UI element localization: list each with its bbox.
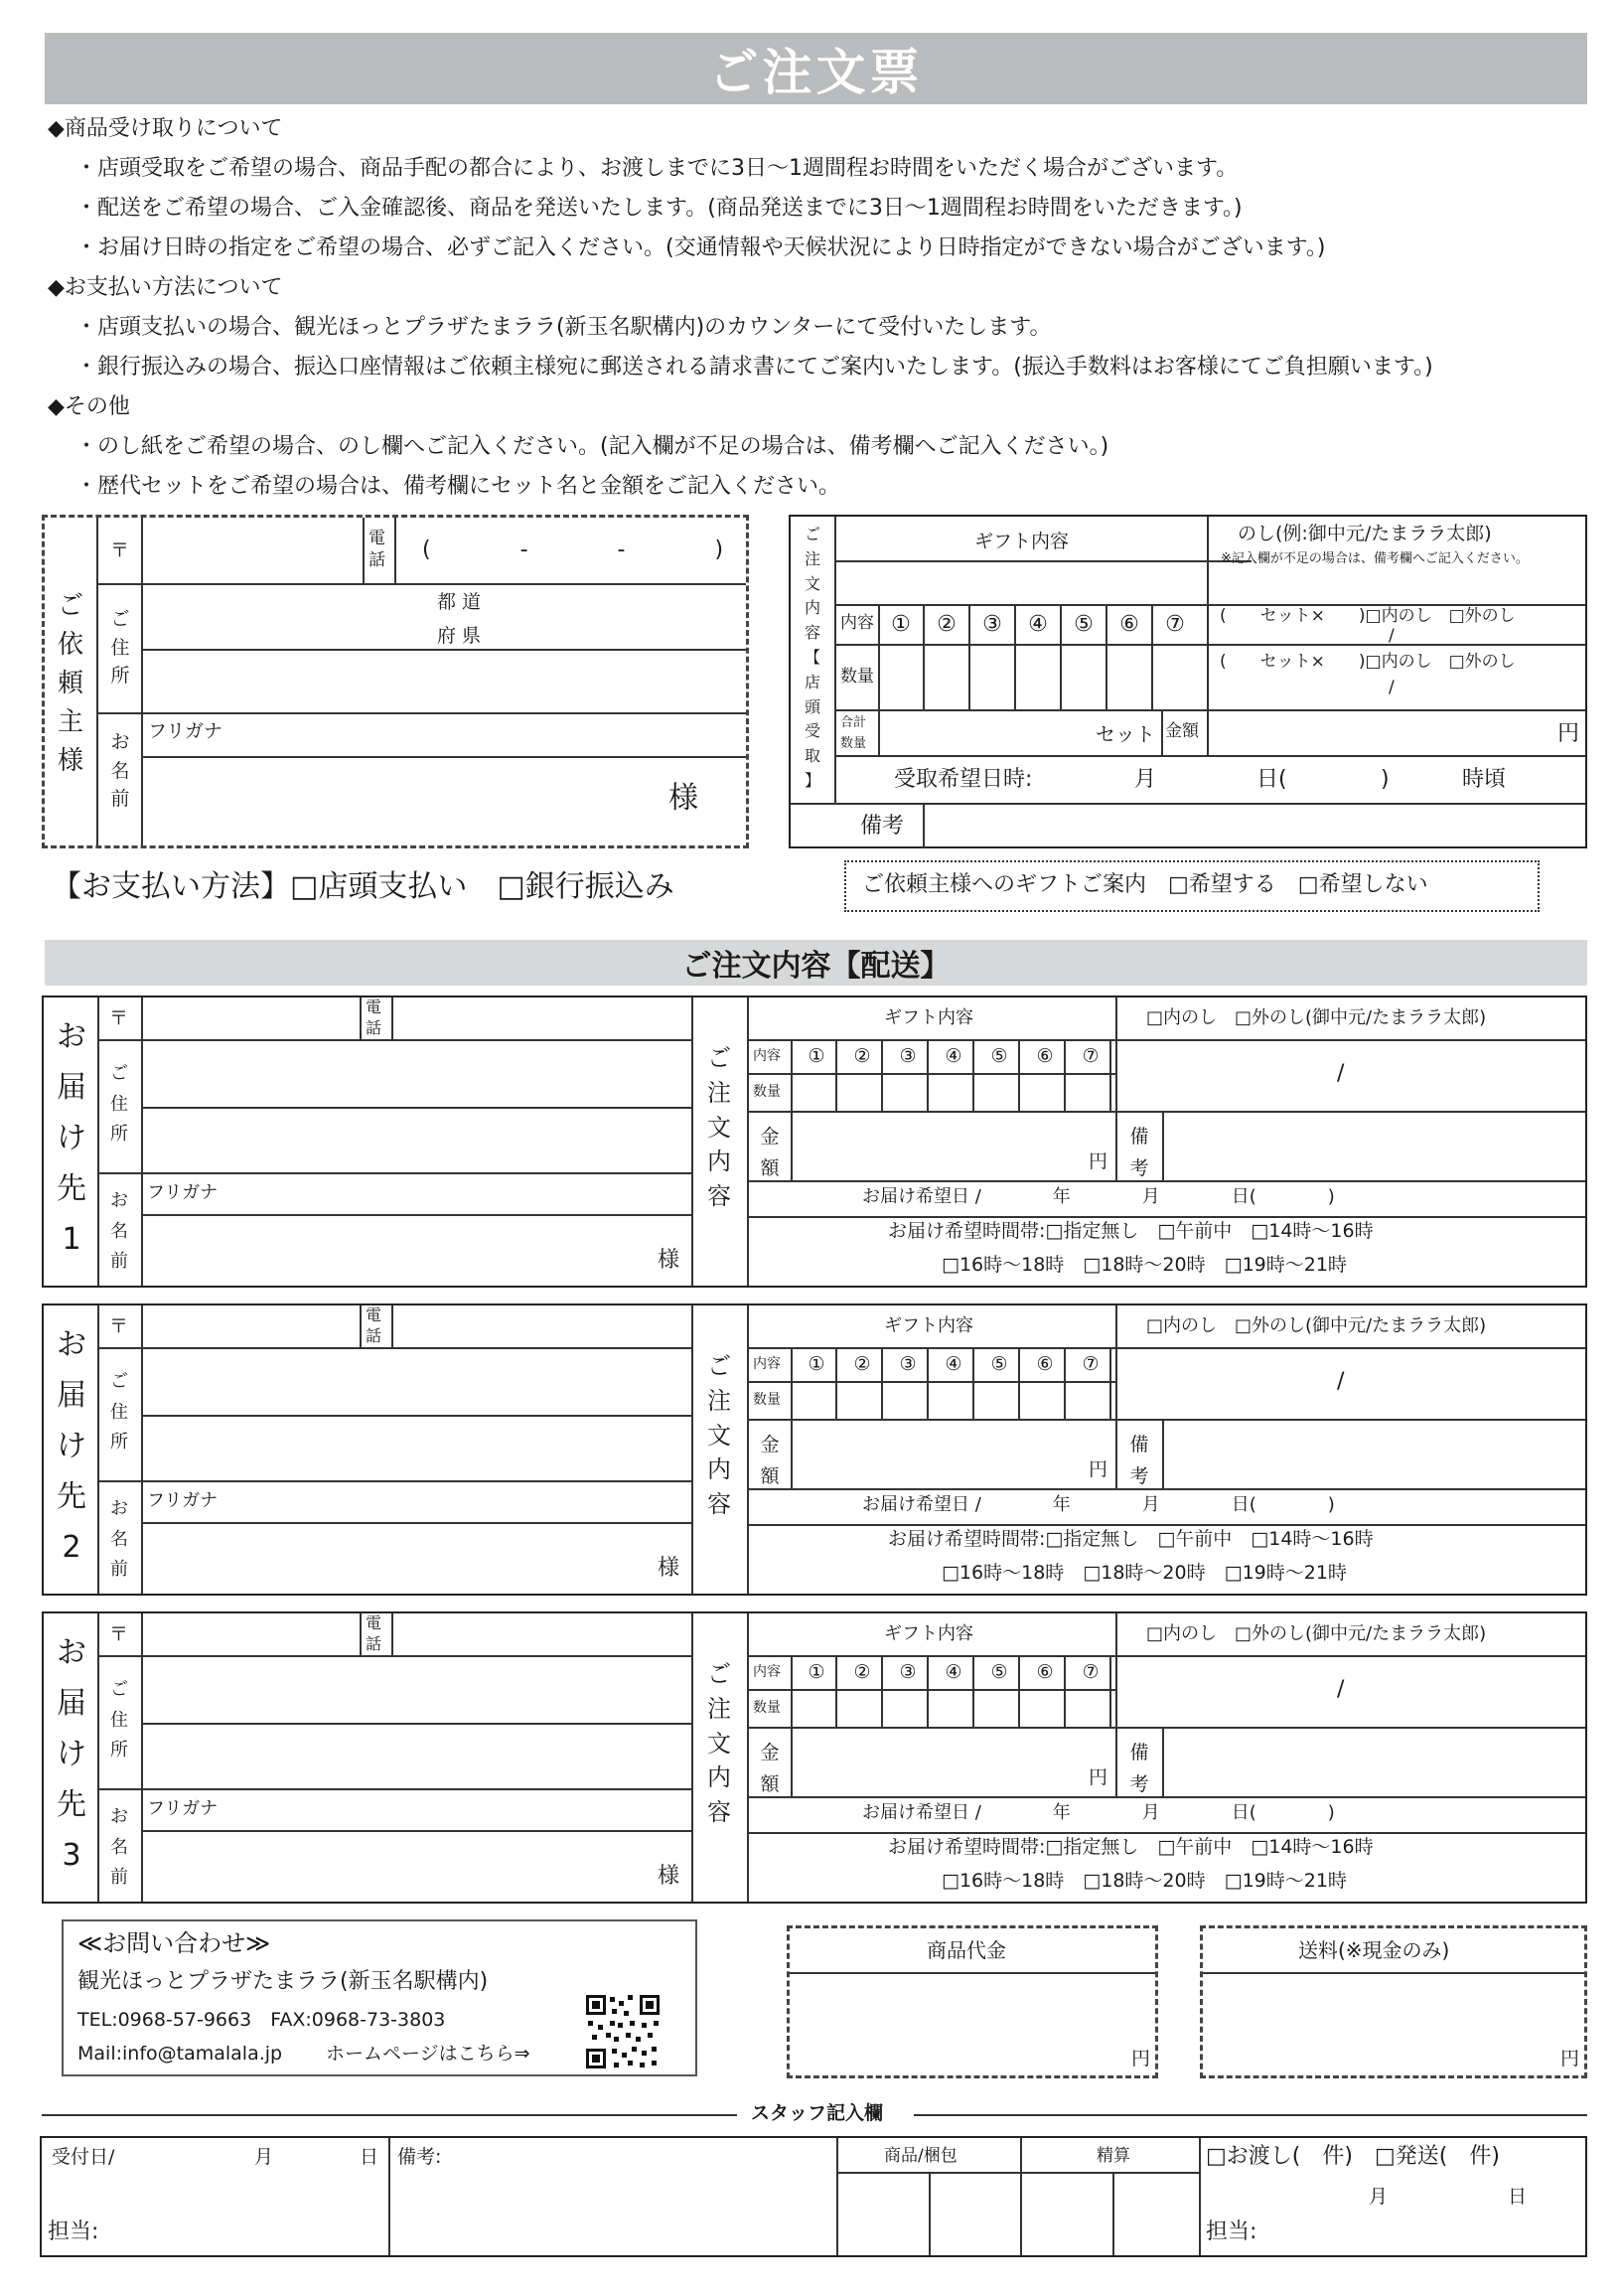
name-label-char: 名: [110, 759, 130, 782]
pref-line1: 都 道: [437, 591, 482, 613]
sama-label: 様: [658, 1864, 680, 1889]
postal-mark: 〒: [109, 1315, 129, 1337]
handover-month: 月: [1369, 2186, 1389, 2208]
postal-mark: 〒: [110, 539, 130, 561]
item-number-6: ⑥: [1036, 1661, 1054, 1683]
item-number-2: ②: [853, 1353, 871, 1375]
store-side-label-char: 】: [804, 770, 820, 790]
store-order-box: [789, 515, 1587, 848]
item-number-6: ⑥: [1119, 612, 1139, 637]
notes-heading: ◆商品受け取りについて: [48, 116, 283, 141]
remarks-label-char: 考: [1129, 1465, 1149, 1488]
sama-label: 様: [658, 1556, 680, 1581]
amount-label-char: 金: [760, 1742, 780, 1763]
pickup-time: 時頃: [1462, 767, 1507, 792]
name-label-char: お: [110, 1190, 128, 1211]
received-day: 日: [360, 2146, 379, 2168]
store-side-label-char: 取: [804, 746, 820, 766]
order-side-label: [697, 1041, 741, 1214]
handover-options[interactable]: □お渡し( 件) □発送( 件): [1206, 2144, 1500, 2169]
amount-label-char: 額: [760, 1157, 780, 1180]
gift-header: ギフト内容: [974, 531, 1070, 552]
sama-label: 様: [658, 1248, 680, 1273]
address-label: [101, 1059, 137, 1150]
delivery-side-char: お: [57, 1635, 86, 1670]
notes-bullet: ・店頭受取をご希望の場合、商品手配の都合により、お渡しまでに3日〜1週間程お時間をいただく場合がございます。: [75, 156, 1239, 181]
name-label-char: 前: [110, 1559, 128, 1581]
address-label-char: 住: [110, 1401, 128, 1423]
contact-phone: TEL:0968-57-9663 FAX:0968-73-3803: [77, 2009, 446, 2031]
requester-side-label-char: 依: [57, 630, 83, 660]
product-fee-label: 商品代金: [927, 1938, 1006, 1962]
delivery-block-3: [42, 1611, 1587, 1904]
notes-bullet: ・歴代セットをご希望の場合は、備考欄にセット名と金額をご記入ください。: [75, 474, 841, 499]
yen-label: 円: [1557, 721, 1580, 746]
item-number-3: ③: [899, 1045, 917, 1067]
address-label-char: 住: [110, 1709, 128, 1731]
noshi-row: ( セット× )□内のし □外のし: [1220, 652, 1516, 672]
item-number-5: ⑤: [1074, 612, 1094, 637]
set-label: セット: [1096, 722, 1155, 746]
pickup-month: 月: [1134, 767, 1157, 792]
notes-section: [48, 109, 1597, 507]
contact-box: [62, 1919, 697, 2076]
delivery-section-title: ご注文内容【配送】: [45, 940, 1587, 986]
phone-label: 電話: [369, 529, 385, 571]
remarks-label-char: 考: [1129, 1773, 1149, 1796]
item-number-5: ⑤: [990, 1661, 1008, 1683]
delivery-time-label: お届け希望時間帯:□指定無し □午前中 □14時〜16時: [888, 1528, 1374, 1550]
phone-label: 電話: [366, 997, 382, 1037]
item-number-5: ⑤: [990, 1353, 1008, 1375]
noshi-row: ( セット× )□内のし □外のし: [1220, 606, 1516, 626]
item-number-2: ②: [853, 1661, 871, 1683]
item-number-4: ④: [945, 1045, 962, 1067]
order-side-label-char: 容: [707, 1182, 731, 1211]
total-qty-label: 合計数量: [840, 715, 867, 751]
item-number-6: ⑥: [1036, 1353, 1054, 1375]
requester-box: [42, 515, 749, 848]
name-label: [101, 1186, 137, 1278]
delivery-time-label: お届け希望時間帯:□指定無し □午前中 □14時〜16時: [888, 1220, 1374, 1242]
postal-mark: 〒: [109, 1007, 129, 1029]
phone-label: 電話: [366, 1613, 382, 1653]
delivery-date-label: お届け希望日 / 年 月 日( ): [862, 1802, 1335, 1823]
address-label: [102, 605, 138, 690]
gift-notice[interactable]: ご依頼主様へのギフトご案内 □希望する □希望しない: [862, 872, 1428, 897]
item-number-4: ④: [945, 1353, 962, 1375]
address-label-char: 住: [110, 1093, 128, 1115]
store-side-label-char: 頭: [804, 696, 820, 716]
requester-side-label: [51, 587, 90, 781]
amount-label: [753, 1121, 787, 1185]
name-label: [101, 1494, 137, 1586]
shipping-fee-yen: 円: [1560, 2048, 1580, 2069]
received-date-label: 受付日/: [52, 2146, 115, 2168]
noshi-slash: /: [1389, 626, 1395, 646]
qty-label: 数量: [840, 667, 874, 687]
order-side-label-char: ご: [707, 1660, 731, 1688]
amount-label: [753, 1737, 787, 1801]
noshi-slash: /: [1337, 1677, 1345, 1702]
item-number-7: ⑦: [1082, 1661, 1100, 1683]
yen-label: 円: [1089, 1766, 1108, 1788]
product-fee-yen: 円: [1131, 2048, 1151, 2069]
staff-remarks: 備考:: [397, 2146, 442, 2168]
noshi-header: □内のし □外のし(御中元/たまララ太郎): [1146, 1007, 1487, 1028]
store-side-label-char: 容: [804, 623, 820, 643]
delivery-side-label: [50, 1011, 93, 1265]
address-label-char: ご: [110, 1371, 128, 1392]
item-number-6: ⑥: [1036, 1045, 1054, 1067]
delivery-side-char: け: [57, 1121, 86, 1155]
item-number-1: ①: [808, 1353, 825, 1375]
item-number-4: ④: [945, 1661, 962, 1683]
settle-label: 精算: [1097, 2146, 1130, 2166]
phone-format: ( - - ): [422, 537, 730, 562]
noshi-slash: /: [1337, 1061, 1345, 1086]
noshi-header: □内のし □外のし(御中元/たまララ太郎): [1146, 1315, 1487, 1336]
furigana-label: フリガナ: [147, 1798, 219, 1819]
order-side-label-char: 容: [707, 1798, 731, 1827]
address-label-char: ご: [110, 1063, 128, 1084]
requester-side-label-char: 頼: [57, 669, 83, 698]
item-number-3: ③: [899, 1661, 917, 1683]
remarks-label-char: 考: [1129, 1157, 1149, 1180]
name-label-char: 前: [110, 1251, 128, 1273]
shipping-fee-box: [1200, 1925, 1587, 2078]
requester-side-label-char: ご: [57, 591, 83, 621]
name-label-char: 前: [110, 1867, 128, 1889]
pickup-close: ): [1381, 767, 1390, 792]
amount-label-char: 金: [760, 1434, 780, 1455]
gift-header: ギフト内容: [884, 1623, 973, 1644]
amount-label-char: 額: [760, 1465, 780, 1488]
staff-heading: スタッフ記入欄: [751, 2102, 884, 2124]
delivery-block-2: [42, 1303, 1587, 1596]
store-side-label-char: 内: [804, 598, 820, 618]
amount-label-char: 金: [760, 1126, 780, 1148]
page-title: ご注文票: [45, 33, 1587, 104]
delivery-side-char: 先: [57, 1171, 86, 1206]
name-label-char: お: [110, 1498, 128, 1519]
name-label-char: お: [110, 731, 130, 753]
homepage-link[interactable]: ホームページはこちら⇒: [326, 2043, 530, 2065]
item-number-3: ③: [899, 1353, 917, 1375]
remarks-label: [1122, 1121, 1156, 1185]
yen-label: 円: [1089, 1458, 1108, 1480]
address-label-char: 所: [110, 1124, 128, 1146]
noshi-note: ※記入欄が不足の場合は、備考欄へご記入ください。: [1221, 551, 1529, 566]
item-number-7: ⑦: [1082, 1353, 1100, 1375]
item-number-1: ①: [808, 1045, 825, 1067]
address-label: [101, 1675, 137, 1766]
yen-label: 円: [1089, 1150, 1108, 1172]
store-side-label-char: ご: [804, 525, 820, 543]
item-number-4: ④: [1028, 612, 1048, 637]
handover-day: 日: [1508, 2186, 1528, 2208]
remarks-label-char: 備: [1129, 1126, 1149, 1148]
delivery-side-char: け: [57, 1429, 86, 1463]
delivery-side-label: [50, 1319, 93, 1573]
notes-bullet: ・のし紙をご希望の場合、のし欄へご記入ください。(記入欄が不足の場合は、備考欄へご記入ください。): [75, 434, 1109, 459]
address-label-char: 住: [110, 636, 130, 659]
name-label: [101, 1802, 137, 1894]
shipping-fee-label: 送料(※現金のみ): [1298, 1938, 1450, 1962]
pickup-day: 日(: [1256, 767, 1287, 792]
item-number-2: ②: [853, 1045, 871, 1067]
order-side-label-char: 文: [707, 1421, 731, 1450]
delivery-side-char: 届: [57, 1070, 86, 1105]
name-label-char: 前: [110, 788, 130, 810]
staff-charge: 担当:: [48, 2219, 99, 2244]
delivery-side-char: け: [57, 1737, 86, 1771]
contact-mail: Mail:info@tamalala.jp: [77, 2043, 283, 2065]
delivery-time-label: お届け希望時間帯:□指定無し □午前中 □14時〜16時: [888, 1836, 1374, 1858]
address-label-char: ご: [110, 1679, 128, 1700]
order-side-label-char: 注: [707, 1078, 731, 1107]
product-pack-label: 商品/梱包: [884, 2146, 958, 2166]
gift-header: ギフト内容: [884, 1007, 973, 1028]
delivery-time-label-2: □16時〜18時 □18時〜20時 □19時〜21時: [942, 1562, 1347, 1584]
pickup-label: 受取希望日時:: [894, 767, 1033, 792]
noshi-slash: /: [1389, 678, 1395, 697]
order-side-label-char: 内: [707, 1763, 731, 1792]
name-label-char: 名: [110, 1528, 128, 1550]
delivery-date-label: お届け希望日 / 年 月 日( ): [862, 1186, 1335, 1207]
amount-label: [753, 1429, 787, 1493]
notes-bullet: ・銀行振込みの場合、振込口座情報はご依頼主様宛に郵送される請求書にてご案内いたします。(振込手数料はお客様にてご負担願います。): [75, 355, 1433, 380]
furigana-label: フリガナ: [147, 1490, 219, 1511]
delivery-side-char: 2: [62, 1530, 81, 1565]
remarks-label: [1122, 1737, 1156, 1801]
item-number-7: ⑦: [1165, 612, 1185, 637]
delivery-side-char: 届: [57, 1686, 86, 1721]
delivery-time-label-2: □16時〜18時 □18時〜20時 □19時〜21時: [942, 1254, 1347, 1276]
order-side-label-char: 容: [707, 1490, 731, 1519]
address-label-char: 所: [110, 665, 130, 687]
store-side-label-char: 店: [804, 672, 820, 691]
delivery-side-label: [50, 1627, 93, 1881]
order-side-label-char: 内: [707, 1148, 731, 1176]
store-side-label-char: 【: [804, 647, 820, 667]
order-side-label-char: 文: [707, 1113, 731, 1142]
remarks-label-char: 備: [1129, 1434, 1149, 1455]
order-side-label-char: 文: [707, 1729, 731, 1758]
store-side-label-char: 注: [804, 548, 820, 568]
delivery-side-char: お: [57, 1327, 86, 1362]
order-side-label: [697, 1657, 741, 1830]
noshi-header: のし(例:御中元/たまララ太郎): [1238, 523, 1492, 544]
delivery-date-label: お届け希望日 / 年 月 日( ): [862, 1494, 1335, 1515]
content-label: 内容: [753, 1356, 781, 1372]
order-side-label-char: 注: [707, 1386, 731, 1415]
order-side-label-char: ご: [707, 1352, 731, 1380]
qr-code-icon[interactable]: [584, 1993, 662, 2070]
contact-name: 観光ほっとプラザたまララ(新玉名駅構内): [77, 1969, 489, 1994]
qty-label: 数量: [753, 1084, 781, 1100]
address-label-char: 所: [110, 1432, 128, 1454]
item-number-3: ③: [982, 612, 1002, 637]
order-side-label: [697, 1349, 741, 1522]
delivery-side-char: 先: [57, 1479, 86, 1514]
furigana-label: フリガナ: [147, 1182, 219, 1203]
amount-label: 金額: [1165, 721, 1199, 741]
contact-heading: ≪お問い合わせ≫: [77, 1929, 271, 1957]
delivery-side-char: お: [57, 1019, 86, 1054]
content-label: 内容: [753, 1048, 781, 1064]
notes-bullet: ・店頭支払いの場合、観光ほっとプラザたまララ(新玉名駅構内)のカウンターにて受付いたします。: [75, 315, 1052, 340]
address-label-char: 所: [110, 1740, 128, 1761]
requester-side-label-char: 主: [57, 707, 83, 737]
item-number-1: ①: [891, 612, 911, 637]
remarks-label-char: 備: [1129, 1742, 1149, 1763]
address-label: [101, 1367, 137, 1458]
qty-label: 数量: [753, 1700, 781, 1716]
payment-method[interactable]: 【お支払い方法】□店頭支払い □銀行振込み: [52, 869, 674, 904]
item-number-5: ⑤: [990, 1045, 1008, 1067]
furigana-label: フリガナ: [148, 720, 223, 742]
content-label: 内容: [840, 613, 874, 633]
amount-label-char: 額: [760, 1773, 780, 1796]
delivery-side-char: 届: [57, 1378, 86, 1413]
delivery-time-label-2: □16時〜18時 □18時〜20時 □19時〜21時: [942, 1870, 1347, 1892]
received-month: 月: [254, 2146, 274, 2168]
store-side-label-char: 受: [804, 721, 820, 741]
delivery-side-char: 3: [62, 1838, 81, 1873]
phone-label: 電話: [366, 1305, 382, 1345]
noshi-slash: /: [1337, 1369, 1345, 1394]
noshi-header: □内のし □外のし(御中元/たまララ太郎): [1146, 1623, 1487, 1644]
gift-header: ギフト内容: [884, 1315, 973, 1336]
notes-bullet: ・配送をご希望の場合、ご入金確認後、商品を発送いたします。(商品発送までに3日〜1週間程お時間をいただきます。): [75, 196, 1243, 221]
store-side-label-char: 文: [804, 573, 820, 593]
item-number-2: ②: [937, 612, 957, 637]
remarks-label: 備考: [860, 814, 905, 839]
staff-charge-2: 担当:: [1206, 2219, 1257, 2244]
product-fee-box: [787, 1925, 1158, 2078]
content-label: 内容: [753, 1664, 781, 1680]
staff-table: [40, 2136, 1587, 2257]
qty-label: 数量: [753, 1392, 781, 1408]
name-label-char: お: [110, 1806, 128, 1827]
pref-line2: 府 県: [437, 625, 482, 647]
sama-label: 様: [668, 781, 698, 816]
name-label-char: 名: [110, 1836, 128, 1858]
postal-mark: 〒: [109, 1623, 129, 1645]
delivery-side-char: 1: [62, 1222, 81, 1257]
requester-side-label-char: 様: [57, 746, 83, 776]
order-side-label-char: 内: [707, 1455, 731, 1484]
item-number-1: ①: [808, 1661, 825, 1683]
order-side-label-char: ご: [707, 1044, 731, 1072]
delivery-side-char: 先: [57, 1787, 86, 1822]
notes-heading: ◆その他: [48, 394, 130, 419]
delivery-block-1: [42, 995, 1587, 1288]
notes-bullet: ・お届け日時の指定をご希望の場合、必ずご記入ください。(交通情報や天候状況により日時指定ができない場合がございます。): [75, 235, 1326, 260]
name-label-char: 名: [110, 1220, 128, 1242]
address-label-char: ご: [110, 608, 130, 630]
item-number-7: ⑦: [1082, 1045, 1100, 1067]
order-side-label-char: 注: [707, 1694, 731, 1723]
notes-heading: ◆お支払い方法について: [48, 275, 283, 300]
store-order-side-label: [793, 523, 832, 794]
remarks-label: [1122, 1429, 1156, 1493]
name-label: [102, 728, 138, 814]
